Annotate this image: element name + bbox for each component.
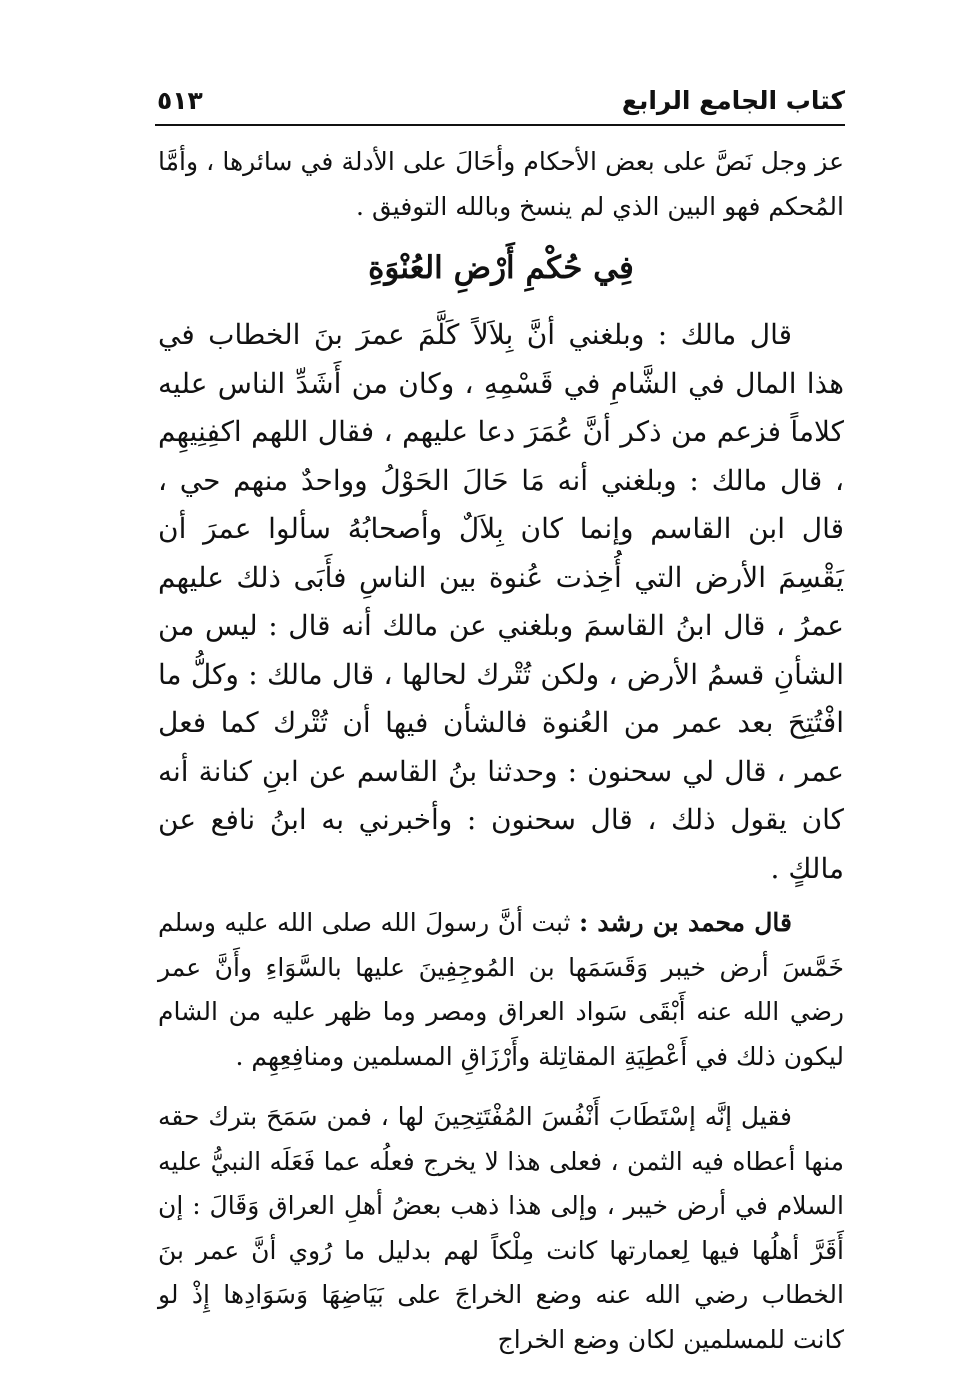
paragraph-gap (158, 1079, 844, 1095)
book-title: كتاب الجامع الرابع (621, 86, 845, 115)
intro-paragraph: عز وجل نَصَّ على بعض الأحكام وأحَالَ على الأدلة في سائرها ، وأمَّا المُحكم فهو البين الذي لم ينسخ وبالله التوفيق . (158, 147, 844, 221)
malik-paragraph: قال مالك : وبلغني أنَّ بِلاَلاً كَلَّمَ عمرَ بنَ الخطاب في هذا المال في الشَّامِ في قَسْمِهِ ، وكان من أَشَدِّ الناس عليه كلاماً فزعم من ذكر أنَّ عُمَرَ دعا عليهم ، فقال اللهم اكفِنِيهِم ، قال مالك : وبلغني أنه مَا حَالَ الحَوْلُ وواحدٌ منهم حي ، قال ابن القاسم وإنما كان بِلاَلٌ وأصحابُهُ سألوا عمرَ أن يَقْسِمَ الأرض التي أُخِذت عُنوة بين الناسِ فأَبَى ذلك عليهم عمرُ ، قال ابنُ القاسمَ وبلغني عن مالك أنه قال : ليس من الشأنِ قسمُ الأرض ، ولكن تُتْرك لحالها ، قال مالك : وكلُّ ما افْتُتِحَ بعد عمر من العُنوة فالشأن فيها أن تُتْرك كما فعل عمر ، قال لي سحنون : وحدثنا بنُ القاسم عن ابنِ كنانة أنه كان يقول ذلك ، قال سحنون : وأخبرني به ابنُ نافع عن مالكٍ . (158, 318, 844, 885)
page-body (158, 140, 844, 1362)
page-number: ٥١٣ (157, 86, 203, 115)
rushd-paragraph (158, 901, 844, 1079)
paragraph-gap (158, 893, 844, 901)
section-heading: فِي حُكْمِ أَرْضِ العُنْوَةِ (368, 250, 634, 286)
final-paragraph: فقيل إنَّه إسْتَطَابَ أَنْفُسَ المُفْتَتِحِينَ لها ، فمن سَمَحَ بترك حقه منها أعطاه فيه الثمن ، فعلى هذا لا يخرج فعلُه عما فَعَلَه النبيُّ عليه السلام في أرض خيبر ، وإلى هذا ذهب بعضُ أهلِ العراق وَقَالَ : إن أَقَرَّ أهلُها فيها لِعمارتها كانت مِلْكاً لهم بدليل ما رُوي أنَّ عمر بنَ الخطاب رضي الله عنه وضع الخراجَ على بَيَاضِهَا وَسَوَادِها إِذْ لو كانت للمسلمين لكان وضع الخراج (158, 1102, 844, 1354)
rushd-speaker: قال محمد بن رشد : (578, 908, 792, 937)
rushd-text: ثبت أنَّ رسولَ الله صلى الله عليه وسلم خَمَّسَ أرض خيبر وَقَسَمَها بن المُوجِفِينَ عليها بالسَّوَاءِ وأَنَّ عمر رضي الله عنه أَبْقَى سَواد العراق ومصر وما ظهر عليه من الشام ليكون ذلك في أَعْطِيَةِ المقاتِلة وأَرْزَاقِ المسلمين ومنافِعِهِم . (158, 908, 844, 1071)
page-header (155, 80, 845, 126)
